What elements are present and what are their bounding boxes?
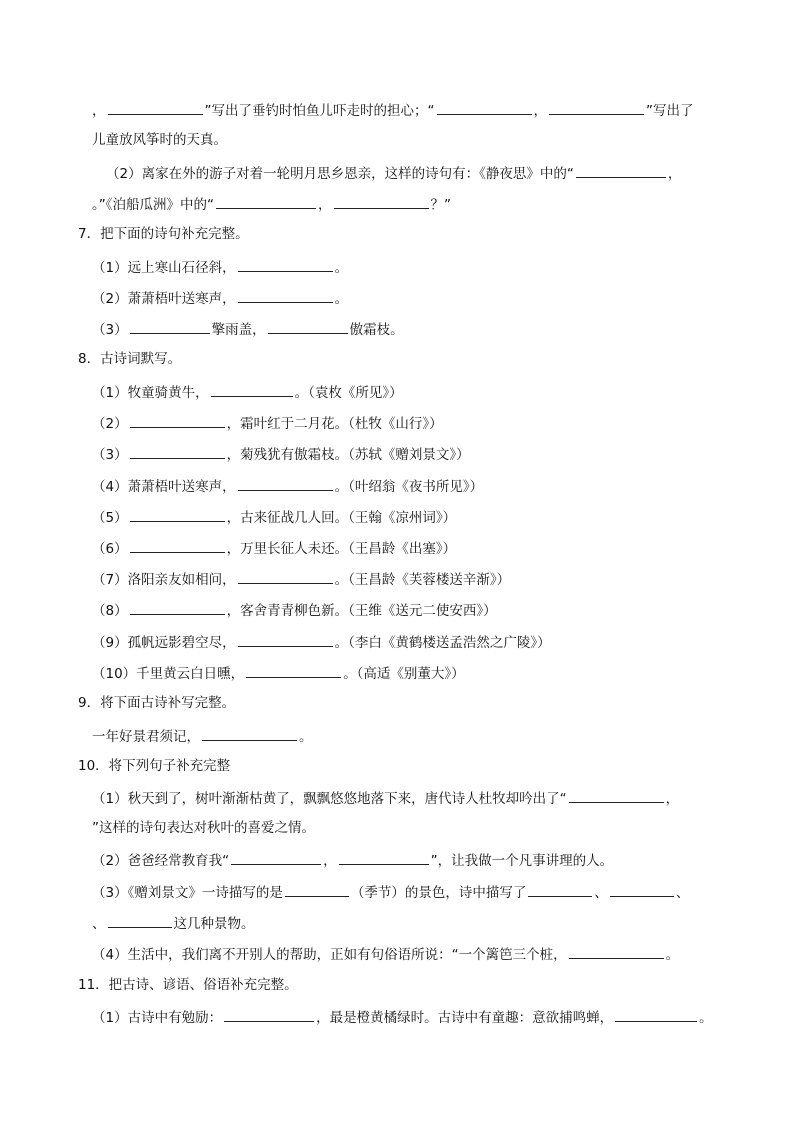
q10-item-3: （3）《赠刘景文》一诗描写的是 （季节）的景色，诗中描写了 、 、 [92, 882, 689, 902]
q10-item-2: （2）爸爸经常教育我“ ， ”，让我做一个凡事讲理的人。 [92, 850, 613, 870]
answer-blank[interactable] [569, 944, 664, 959]
answer-blank[interactable] [231, 850, 321, 865]
q10-item-1: （1）秋天到了，树叶渐渐枯黄了，飘飘悠悠地落下来，唐代诗人杜牧却吟出了“ ， [92, 788, 679, 808]
q10-heading: 10．将下列句子补充完整 [78, 758, 231, 774]
answer-blank[interactable] [569, 788, 664, 803]
answer-blank[interactable] [238, 569, 333, 584]
answer-blank[interactable] [130, 444, 225, 459]
answer-blank[interactable] [211, 382, 293, 397]
answer-blank[interactable] [216, 194, 316, 209]
q9-item-1: 一年好景君须记， 。 [92, 726, 313, 746]
answer-blank[interactable] [238, 632, 333, 647]
answer-blank[interactable] [224, 1007, 314, 1022]
answer-blank[interactable] [130, 538, 225, 553]
q8-item-2: （2） ，霜叶红于二月花。（杜牧《山行》） [92, 413, 443, 433]
q11-heading: 11．把古诗、谚语、俗语补充完整。 [78, 977, 298, 993]
answer-blank[interactable] [130, 600, 225, 615]
q8-item-5: （5） ，古来征战几人回。（王翰《凉州词》） [92, 507, 456, 527]
q7-item-3: （3） 擎雨盖， 傲霜枝。 [92, 319, 404, 339]
q7-item-1: （1）远上寒山石径斜， 。 [92, 257, 348, 277]
answer-blank[interactable] [268, 319, 348, 334]
answer-blank[interactable] [285, 882, 349, 897]
answer-blank[interactable] [528, 882, 592, 897]
q10-item-3-cont: 、 这几种景物。 [92, 913, 255, 933]
answer-blank[interactable] [108, 913, 172, 928]
answer-blank[interactable] [246, 663, 341, 678]
q7-item-2: （2）萧萧梧叶送寒声， 。 [92, 288, 348, 308]
answer-blank[interactable] [615, 1007, 697, 1022]
q8-item-8: （8） ，客舍青青柳色新。（王维《送元二使安西》） [92, 600, 497, 620]
answer-blank[interactable] [576, 163, 666, 178]
answer-blank[interactable] [202, 726, 297, 741]
q11-item-1: （1）古诗中有勉励： ，最是橙黄橘绿时。古诗中有童趣：意欲捕鸣蝉， 。 [92, 1007, 713, 1027]
q8-item-9: （9）孤帆远影碧空尽， 。（李白《黄鹤楼送孟浩然之广陵》） [92, 632, 551, 652]
answer-blank[interactable] [130, 507, 225, 522]
q10-item-4: （4）生活中，我们离不开别人的帮助，正如有句俗语所说：“一个篱笆三个桩， 。 [92, 944, 679, 964]
answer-blank[interactable] [238, 476, 333, 491]
answer-blank[interactable] [238, 257, 333, 272]
answer-blank[interactable] [130, 413, 225, 428]
answer-blank[interactable] [108, 100, 203, 115]
q8-item-6: （6） ，万里长征人未还。（王昌龄《出塞》） [92, 538, 456, 558]
answer-blank[interactable] [610, 882, 674, 897]
answer-blank[interactable] [238, 288, 333, 303]
q7-heading: 7．把下面的诗句补充完整。 [78, 226, 249, 242]
answer-blank[interactable] [549, 100, 644, 115]
q8-item-1: （1）牧童骑黄牛， 。（袁枚《所见》） [92, 382, 403, 402]
q9-heading: 9．将下面古诗补写完整。 [78, 695, 236, 711]
answer-blank[interactable] [130, 319, 210, 334]
q8-item-3: （3） ，菊残犹有傲霜枝。（苏轼《赠刘景文》） [92, 444, 470, 464]
q10-item-1-cont: ”这样的诗句表达对秋叶的喜爱之情。 [92, 820, 315, 836]
q6-item-2-cont: 。”《泊船瓜洲》中的“ ， ？” [92, 194, 451, 214]
answer-blank[interactable] [334, 194, 429, 209]
answer-blank[interactable] [339, 850, 429, 865]
q8-item-4: （4）萧萧梧叶送寒声， 。（叶绍翁《夜书所见》） [92, 476, 483, 496]
q6-line-2: 儿童放风筝时的天真。 [92, 132, 227, 148]
q8-heading: 8．古诗词默写。 [78, 351, 182, 367]
q6-item-2: （2）离家在外的游子对着一轮明月思乡恩亲，这样的诗句有：《静夜思》中的“ ， [106, 163, 681, 183]
q8-item-10: （10）千里黄云白日曛， 。（高适《别董大》） [92, 663, 465, 683]
q6-line-1: ， ”写出了垂钓时怕鱼儿吓走时的担心；“ ， ”写出了 [92, 100, 694, 120]
answer-blank[interactable] [437, 100, 532, 115]
q8-item-7: （7）洛阳亲友如相问， 。（王昌龄《芙蓉楼送辛渐》） [92, 569, 510, 589]
